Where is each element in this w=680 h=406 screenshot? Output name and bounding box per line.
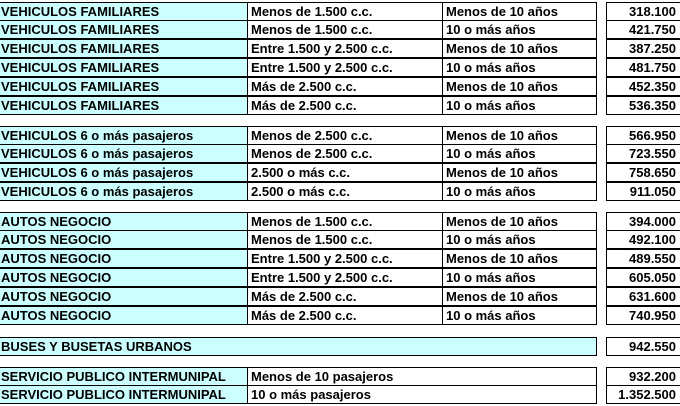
group-vehiculos-familiares [0,2,680,116]
cell-valor[interactable]: 1.352.500 [606,385,680,404]
cell-clase[interactable]: AUTOS NEGOCIO [0,306,248,325]
cell-clase[interactable]: VEHICULOS FAMILIARES [0,2,248,21]
cell-clase[interactable]: VEHICULOS 6 o más pasajeros [0,182,248,201]
cell-valor[interactable]: 566.950 [606,126,680,145]
table-row [0,164,680,183]
cell-cilindraje[interactable]: Menos de 2.500 c.c. [247,144,443,163]
table-row [0,2,680,21]
cell-edad[interactable]: Menos de 10 años [442,2,597,21]
cell-edad[interactable]: 10 o más años [442,268,597,287]
table-row [0,145,680,164]
table-row [0,126,680,145]
cell-clase[interactable]: VEHICULOS FAMILIARES [0,58,248,77]
cell-valor[interactable]: 631.600 [606,287,680,306]
cell-valor[interactable]: 492.100 [606,230,680,249]
cell-cilindraje[interactable]: Más de 2.500 c.c. [247,306,443,325]
cell-cilindraje[interactable]: 2.500 o más c.c. [247,182,443,201]
cell-edad[interactable]: Menos de 10 años [442,77,597,96]
table-row [0,183,680,202]
cell-valor[interactable]: 489.550 [606,249,680,268]
cell-cilindraje[interactable]: Entre 1.500 y 2.500 c.c. [247,58,443,77]
table-row [0,231,680,250]
cell-cilindraje[interactable]: Menos de 2.500 c.c. [247,126,443,145]
table-row [0,212,680,231]
cell-valor[interactable]: 932.200 [606,367,680,386]
cell-clase[interactable]: SERVICIO PUBLICO INTERMUNIPAL [0,385,248,404]
cell-clase[interactable]: SERVICIO PUBLICO INTERMUNIPAL [0,367,248,386]
cell-cilindraje[interactable]: Entre 1.500 y 2.500 c.c. [247,39,443,58]
table-row [0,307,680,326]
cell-edad[interactable]: Menos de 10 años [442,39,597,58]
cell-edad[interactable]: 10 o más años [442,230,597,249]
table-row [0,337,680,356]
cell-clase[interactable]: VEHICULOS FAMILIARES [0,20,248,39]
cell-edad[interactable]: Menos de 10 años [442,163,597,182]
cell-edad[interactable]: Menos de 10 años [442,212,597,231]
group-buses-urbanos [0,337,680,356]
cell-edad[interactable]: 10 o más años [442,20,597,39]
cell-cilindraje[interactable]: 2.500 o más c.c. [247,163,443,182]
cell-clase[interactable]: VEHICULOS FAMILIARES [0,96,248,115]
cell-pasajeros[interactable]: Menos de 10 pasajeros [247,367,597,386]
cell-clase[interactable]: BUSES Y BUSETAS URBANOS [0,337,597,356]
cell-clase[interactable]: AUTOS NEGOCIO [0,287,248,306]
cell-clase[interactable]: AUTOS NEGOCIO [0,230,248,249]
table-row [0,97,680,116]
cell-clase[interactable]: VEHICULOS FAMILIARES [0,39,248,58]
cell-edad[interactable]: Menos de 10 años [442,249,597,268]
cell-valor[interactable]: 481.750 [606,58,680,77]
table-row [0,59,680,78]
cell-edad[interactable]: 10 o más años [442,306,597,325]
cell-cilindraje[interactable]: Menos de 1.500 c.c. [247,230,443,249]
cell-edad[interactable]: Menos de 10 años [442,287,597,306]
table-row [0,386,680,405]
cell-clase[interactable]: VEHICULOS FAMILIARES [0,77,248,96]
group-servicio-intermunipal [0,367,680,405]
cell-cilindraje[interactable]: Entre 1.500 y 2.500 c.c. [247,268,443,287]
cell-valor[interactable]: 758.650 [606,163,680,182]
cell-cilindraje[interactable]: Menos de 1.500 c.c. [247,2,443,21]
cell-clase[interactable]: VEHICULOS 6 o más pasajeros [0,126,248,145]
cell-valor[interactable]: 723.550 [606,144,680,163]
cell-edad[interactable]: Menos de 10 años [442,126,597,145]
cell-valor[interactable]: 605.050 [606,268,680,287]
group-vehiculos-6-pasajeros [0,126,680,202]
cell-clase[interactable]: AUTOS NEGOCIO [0,268,248,287]
cell-cilindraje[interactable]: Menos de 1.500 c.c. [247,212,443,231]
cell-cilindraje[interactable]: Menos de 1.500 c.c. [247,20,443,39]
cell-edad[interactable]: 10 o más años [442,144,597,163]
cell-valor[interactable]: 318.100 [606,2,680,21]
cell-cilindraje[interactable]: Entre 1.500 y 2.500 c.c. [247,249,443,268]
table-row [0,367,680,386]
cell-cilindraje[interactable]: Más de 2.500 c.c. [247,96,443,115]
cell-edad[interactable]: 10 o más años [442,58,597,77]
cell-cilindraje[interactable]: Más de 2.500 c.c. [247,287,443,306]
table-row [0,40,680,59]
cell-cilindraje[interactable]: Más de 2.500 c.c. [247,77,443,96]
cell-clase[interactable]: VEHICULOS 6 o más pasajeros [0,144,248,163]
cell-valor[interactable]: 452.350 [606,77,680,96]
cell-valor[interactable]: 394.000 [606,212,680,231]
cell-valor[interactable]: 740.950 [606,306,680,325]
table-row [0,78,680,97]
cell-pasajeros[interactable]: 10 o más pasajeros [247,385,597,404]
cell-valor[interactable]: 536.350 [606,96,680,115]
table-row [0,21,680,40]
table-row [0,269,680,288]
cell-valor[interactable]: 421.750 [606,20,680,39]
cell-edad[interactable]: 10 o más años [442,96,597,115]
table-row [0,250,680,269]
cell-clase[interactable]: AUTOS NEGOCIO [0,249,248,268]
cell-clase[interactable]: AUTOS NEGOCIO [0,212,248,231]
cell-edad[interactable]: 10 o más años [442,182,597,201]
table-row [0,288,680,307]
group-autos-negocio [0,212,680,326]
cell-valor[interactable]: 942.550 [606,337,680,356]
cell-valor[interactable]: 387.250 [606,39,680,58]
cell-valor[interactable]: 911.050 [606,182,680,201]
cell-clase[interactable]: VEHICULOS 6 o más pasajeros [0,163,248,182]
